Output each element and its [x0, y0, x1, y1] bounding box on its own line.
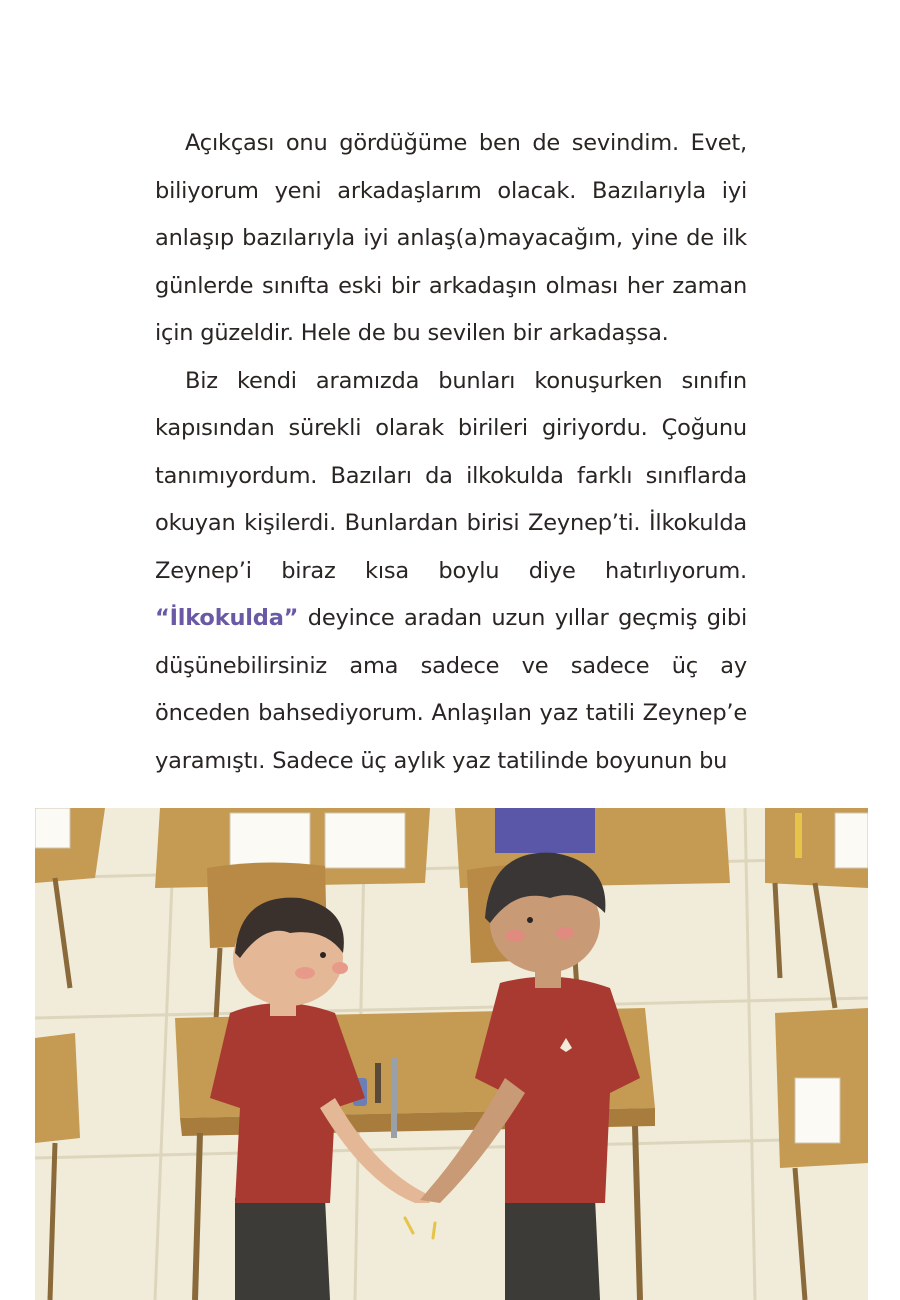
paragraph-1-text: Açıkçası onu gördüğüme ben de sevindim. Evet, biliyorum yeni arkadaşlarım olacak. Bazılarıyla iyi anlaşıp bazılarıyla iyi anlaş(a)mayacağım, yine de ilk günlerde sınıfta eski bir arkadaşın olması her zaman için güzeldir. Hele de bu sevilen bir arkadaşsa. [155, 130, 747, 346]
page-text [155, 120, 747, 785]
handshake-illustration [35, 808, 868, 1300]
paragraph-1 [155, 120, 747, 358]
paper-note [795, 1078, 840, 1143]
desk-left [35, 1033, 80, 1143]
pen [391, 1058, 397, 1138]
highlighted-word: “İlkokulda” [155, 605, 299, 631]
pencil [375, 1063, 381, 1103]
paragraph-2 [155, 358, 747, 786]
paragraph-2-text-a: Biz kendi aramızda bunları konuşurken sınıfın kapısından sürekli olarak birileri giriyordu. Çoğunu tanımıyordum. Bazıları da ilkokulda farklı sınıflarda okuyan kişilerdi. Bunlardan birisi Zeynep’ti. İlkokulda Zeynep’i biraz kısa boylu diye hatırlıyorum. [155, 367, 747, 584]
paragraph-2-text-b: deyince aradan uzun yıllar geçmiş gibi düşünebilirsiniz ama sadece ve sadece üç ay önceden bahsediyorum. Anlaşılan yaz tatili Zeynep’e yaramıştı. Sadece üç aylık yaz tatilinde boyunun bu [155, 605, 748, 774]
classroom-illustration [35, 808, 868, 1300]
